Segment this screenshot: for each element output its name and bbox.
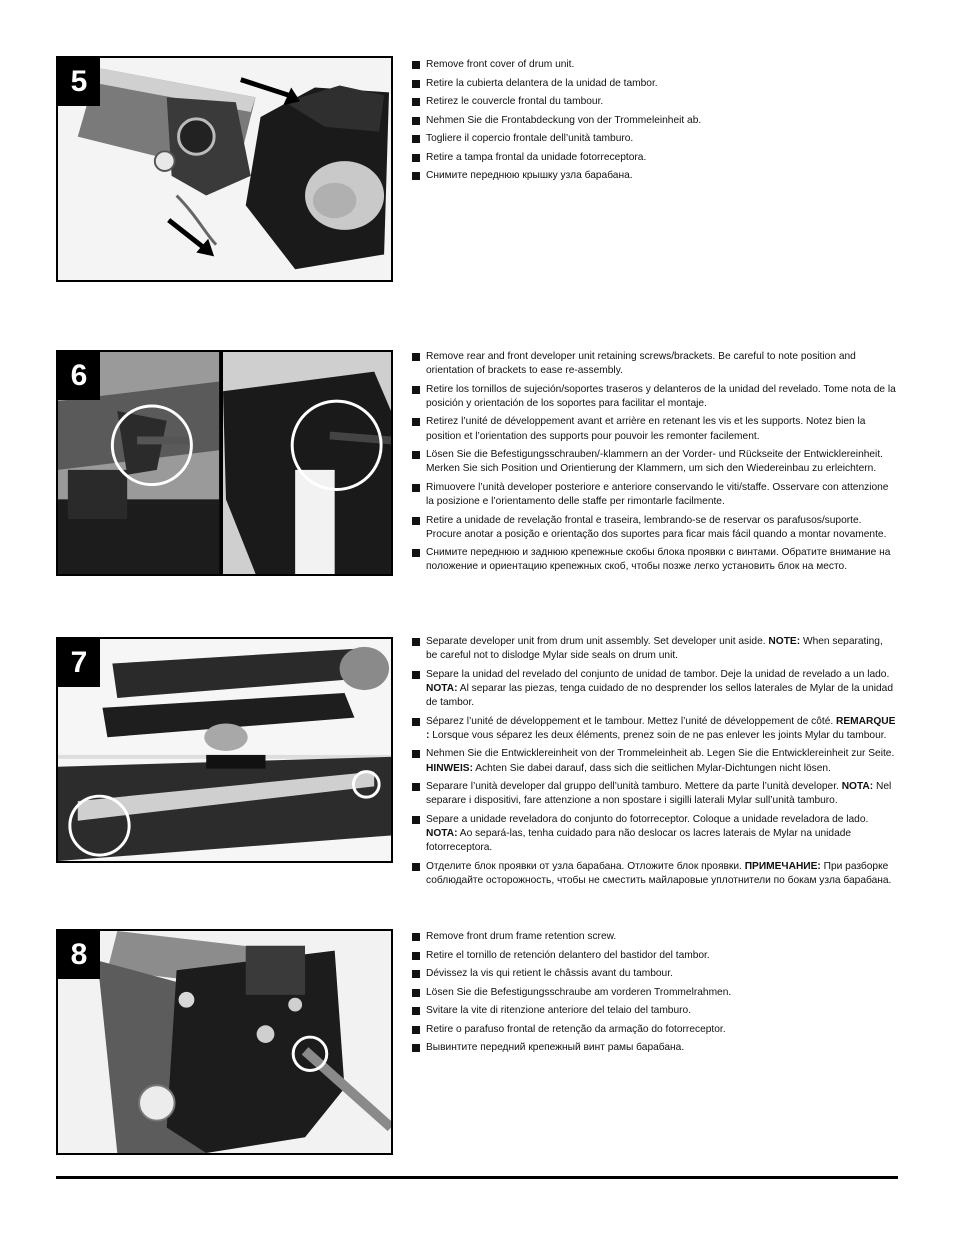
- square-bullet-icon: [412, 1007, 420, 1015]
- square-bullet-icon: [412, 61, 420, 69]
- square-bullet-icon: [412, 1026, 420, 1034]
- square-bullet-icon: [412, 549, 420, 557]
- drum-cover-removal-illustration: [58, 58, 391, 280]
- list-item: Nehmen Sie die Frontabdeckung von der Trommeleinheit ab.: [412, 114, 896, 128]
- square-bullet-icon: [412, 989, 420, 997]
- step-number: 8: [58, 931, 100, 979]
- step-5-photo: [56, 56, 393, 282]
- list-item: Вывинтите передний крепежный винт рамы барабана.: [412, 1041, 896, 1055]
- step-number: 6: [58, 352, 100, 400]
- square-bullet-icon: [412, 117, 420, 125]
- square-bullet-icon: [412, 933, 420, 941]
- list-item: Retire la cubierta delantera de la unidad de tambor.: [412, 77, 896, 91]
- list-item: Separe a unidade reveladora do conjunto do fotorreceptor. Coloque a unidade reveladora de lado. NOTA: Ao separá-las, tenha cuidado para não deslocar os lacres laterais de Mylar na unidade fotorreceptora.: [412, 813, 896, 856]
- step-number: 5: [58, 58, 100, 106]
- step-7: [56, 636, 896, 886]
- list-item: Dévissez la vis qui retient le châssis avant du tambour.: [412, 967, 896, 981]
- square-bullet-icon: [412, 750, 420, 758]
- list-item: Retire o parafuso frontal de retenção da armação do fotorreceptor.: [412, 1023, 896, 1037]
- square-bullet-icon: [412, 451, 420, 459]
- list-item: Отделите блок проявки от узла барабана. Отложите блок проявки. ПРИМЕЧАНИЕ: При разборке соблюдайте осторожность, чтобы не сместить майларовые уплотнители по бокам узла барабана.: [412, 860, 896, 888]
- developer-separation-illustration: [58, 639, 391, 861]
- list-item: Rimuovere l’unità developer posteriore e anteriore conservando le viti/staffe. Osservare con attenzione la posizione e l’orientamento delle staffe per rimontarle facilmente.: [412, 481, 896, 509]
- square-bullet-icon: [412, 154, 420, 162]
- square-bullet-icon: [412, 783, 420, 791]
- square-bullet-icon: [412, 418, 420, 426]
- list-item: Nehmen Sie die Entwicklereinheit von der Trommeleinheit ab. Legen Sie die Entwicklereinheit zur Seite. HINWEIS: Achten Sie dabei darauf, dass sich die seitlichen Mylar-Dichtungen nicht lösen.: [412, 747, 896, 775]
- square-bullet-icon: [412, 638, 420, 646]
- list-item: Lösen Sie die Befestigungsschrauben/-klammern an der Vorder- und Rückseite der Entwicklereinheit. Merken Sie sich Position und Orientierung der Klammern, um sich den Wiedereinbau zu erleichtern.: [412, 448, 896, 476]
- list-item: Retire a unidade de revelação frontal e traseira, lembrando-se de reservar os parafusos/suporte. Procure anotar a posição e orientação dos suportes para ficar mais fácil quando a montar novamente.: [412, 514, 896, 542]
- list-item: Separare l’unità developer dal gruppo dell’unità tamburo. Mettere da parte l’unità developer. NOTA: Nel separare i dispositivi, fare attenzione a non spostare i sigilli laterali Mylar sull’unità tamburo.: [412, 780, 896, 808]
- step-number: 7: [58, 639, 100, 687]
- list-item: Remove front cover of drum unit.: [412, 58, 896, 72]
- square-bullet-icon: [412, 816, 420, 824]
- list-item: Remove rear and front developer unit retaining screws/brackets. Be careful to note position and orientation of brackets to ease re-assembly.: [412, 350, 896, 378]
- square-bullet-icon: [412, 135, 420, 143]
- square-bullet-icon: [412, 970, 420, 978]
- list-item: Remove front drum frame retention screw.: [412, 930, 896, 944]
- step-5-instructions: [412, 58, 896, 188]
- list-item: Lösen Sie die Befestigungsschraube am vorderen Trommelrahmen.: [412, 986, 896, 1000]
- list-item: Togliere il copercio frontale dell’unità tamburo.: [412, 132, 896, 146]
- step-6-photo: [56, 350, 393, 576]
- step-8: [56, 929, 896, 1155]
- square-bullet-icon: [412, 718, 420, 726]
- list-item: Retirez le couvercle frontal du tambour.: [412, 95, 896, 109]
- square-bullet-icon: [412, 386, 420, 394]
- step-5: [56, 56, 896, 282]
- step-7-instructions: [412, 635, 896, 892]
- list-item: Separe la unidad del revelado del conjunto de unidad de tambor. Deje la unidad de revelado a un lado. NOTA: Al separar las piezas, tenga cuidado de no desprender los sellos laterales de Mylar de la unidad de tambor.: [412, 668, 896, 711]
- square-bullet-icon: [412, 80, 420, 88]
- footer-rule: [56, 1176, 898, 1179]
- list-item: Снимите переднюю и заднюю крепежные скобы блока проявки с винтами. Обратите внимание на положение и ориентацию крепежных скоб, чтобы позже легко установить блок на место.: [412, 546, 896, 574]
- list-item: Retire el tornillo de retención delantero del bastidor del tambor.: [412, 949, 896, 963]
- list-item: Retire a tampa frontal da unidade fotorreceptora.: [412, 151, 896, 165]
- list-item: Séparez l’unité de développement et le tambour. Mettez l’unité de développement de côté. REMARQUE : Lorsque vous séparez les deux éléments, prenez soin de ne pas enlever les joints Mylar du tambour.: [412, 715, 896, 743]
- square-bullet-icon: [412, 172, 420, 180]
- step-8-instructions: [412, 930, 896, 1060]
- step-6: [56, 350, 896, 576]
- step-6-instructions: [412, 350, 896, 579]
- square-bullet-icon: [412, 98, 420, 106]
- square-bullet-icon: [412, 517, 420, 525]
- square-bullet-icon: [412, 484, 420, 492]
- square-bullet-icon: [412, 863, 420, 871]
- square-bullet-icon: [412, 353, 420, 361]
- square-bullet-icon: [412, 952, 420, 960]
- developer-screws-illustration: [58, 352, 391, 574]
- list-item: Retire los tornillos de sujeción/soportes traseros y delanteros de la unidad del revelado. Tome nota de la posición y orientación de los soportes para facilitar el montaje.: [412, 383, 896, 411]
- list-item: Svitare la vite di ritenzione anteriore del telaio del tamburo.: [412, 1004, 896, 1018]
- square-bullet-icon: [412, 671, 420, 679]
- step-7-photo: [56, 637, 393, 863]
- list-item: Retirez l’unité de développement avant et arrière en retenant les vis et les supports. Notez bien la position et l’orientation des supports pour pouvoir les remonter facilement.: [412, 415, 896, 443]
- step-8-photo: [56, 929, 393, 1155]
- square-bullet-icon: [412, 1044, 420, 1052]
- drum-frame-screw-illustration: [58, 931, 391, 1153]
- list-item: Separate developer unit from drum unit assembly. Set developer unit aside. NOTE: When separating, be careful not to dislodge Mylar side seals on drum unit.: [412, 635, 896, 663]
- list-item: Снимите переднюю крышку узла барабана.: [412, 169, 896, 183]
